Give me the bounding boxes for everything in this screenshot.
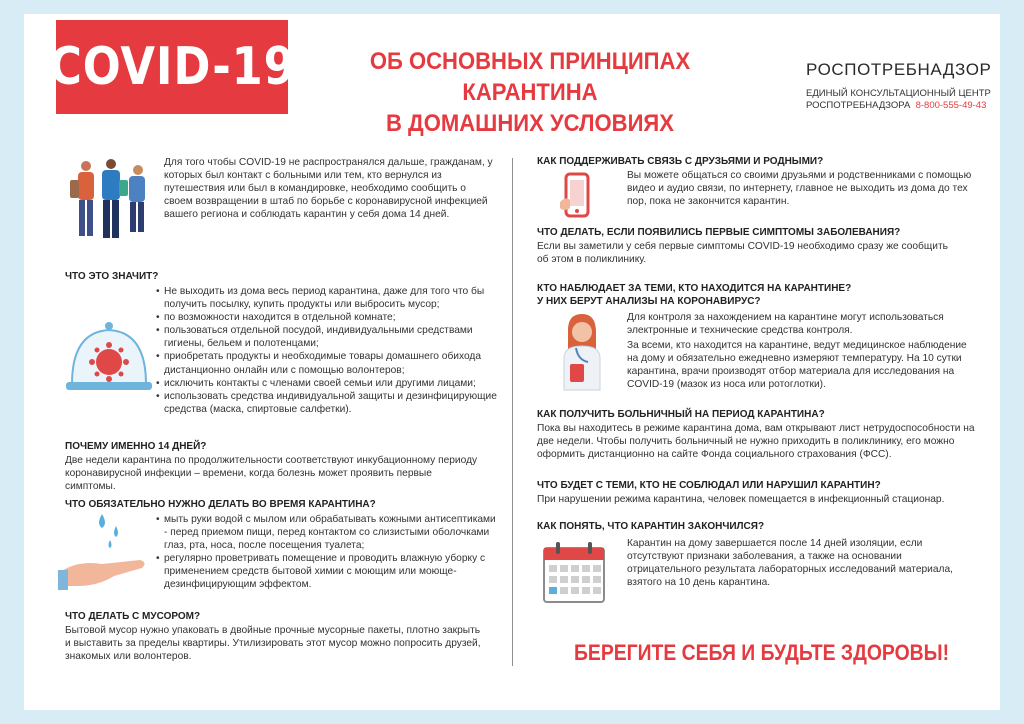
watch-heading: КТО НАБЛЮДАЕТ ЗА ТЕМИ, КТО НАХОДИТСЯ НА КАРАНТИНЕ? У НИХ БЕРУТ АНАЛИЗЫ НА КОРОНАВИРУС? xyxy=(537,283,852,307)
meaning-list xyxy=(156,285,501,416)
symptoms-heading: ЧТО ДЕЛАТЬ, ЕСЛИ ПОЯВИЛИСЬ ПЕРВЫЕ СИМПТОМЫ ЗАБОЛЕВАНИЯ? xyxy=(537,227,901,238)
meaning-heading: ЧТО ЭТО ЗНАЧИТ? xyxy=(65,271,159,282)
virus-dome-icon xyxy=(64,318,154,394)
hand-wash-icon xyxy=(58,512,154,596)
list-item: • по возможности находится в отдельной комнате; xyxy=(156,311,501,324)
list-item: • использовать средства индивидуальной защиты и дезинфицирующие средства (маска, спиртовые салфетки). xyxy=(156,390,501,416)
list-item: • пользоваться отдельной посудой, индивидуальными средствами гигиены, бельем и полотенцами; xyxy=(156,324,501,350)
doctor-icon xyxy=(548,312,618,392)
sick-text: Пока вы находитесь в режиме карантина дома, вам открывают лист нетрудоспособности на две недели. Чтобы получить больничный не нужно приходить в поликлинику, его можно оформить дистанционно на сайте Фонда социального страхования (ФСС). xyxy=(537,423,975,461)
intro-text: Для того чтобы COVID-19 не распространялся дальше, гражданам, у которых был контакт с больными или тем, кто вернулся из путешествия или был в командировке, необходимо сообщить о своем возвращении в штаб по борьбе с коронавирусной инфекцией вашего региона и соблюдать карантин у себя дома 14 дней. xyxy=(164,157,493,221)
contact-heading: КАК ПОДДЕРЖИВАТЬ СВЯЗЬ С ДРУЗЬЯМИ И РОДНЫМИ? xyxy=(537,156,824,167)
covid-badge xyxy=(48,20,296,114)
badge-text: COVID-19 xyxy=(48,37,296,97)
violate-heading: ЧТО БУДЕТ С ТЕМИ, КТО НЕ СОБЛЮДАЛ ИЛИ НАРУШИЛ КАРАНТИН? xyxy=(537,480,881,491)
list-item: • мыть руки водой с мылом или обрабатывать кожными антисептиками - перед приемом пищи, перед контактом со слизистыми оболочками глаз, рта, носа, после посещения туалета; xyxy=(156,513,501,552)
end-text: Карантин на дому завершается после 14 дней изоляции, если отсутствуют признаки заболевания, а также на основании отрицательного результата лабораторных исследований материала, взятого на 10 день карантина. xyxy=(627,538,953,589)
must-list xyxy=(156,513,501,592)
trash-heading: ЧТО ДЕЛАТЬ С МУСОРОМ? xyxy=(65,611,201,622)
calendar-icon xyxy=(540,540,608,604)
trash-text: Бытовой мусор нужно упаковать в двойные прочные мусорные пакеты, плотно закрыть и выставить за пределы квартиры. Утилизировать этот мусор можно попросить друзей, знакомых или волонтеров. xyxy=(65,625,481,663)
slogan: БЕРЕГИТЕ СЕБЯ И БУДЬТЕ ЗДОРОВЫ! xyxy=(574,640,950,665)
phone-number: 8-800-555-49-43 xyxy=(915,100,987,111)
must-heading: ЧТО ОБЯЗАТЕЛЬНО НУЖНО ДЕЛАТЬ ВО ВРЕМЯ КАРАНТИНА? xyxy=(65,499,376,510)
list-item: • исключить контакты с членами своей семьи или другими лицами; xyxy=(156,377,501,390)
contact-text: Вы можете общаться со своими друзьями и родственниками с помощью видео и аудио связи, по интернету, главное не выходить из дома до тех пор, пока не закончится карантин. xyxy=(627,170,972,208)
consult-center: ЕДИНЫЙ КОНСУЛЬТАЦИОННЫЙ ЦЕНТР РОСПОТРЕБНАДЗОРА 8-800-555-49-43 xyxy=(806,88,991,111)
watch-text-1: Для контроля за нахождением на карантине могут использоваться электронные и технические средства контроля. xyxy=(627,312,944,337)
why14-text: Две недели карантина по продолжительности соответствуют инкубационному периоду коронавирусной инфекции – времени, когда болезнь может проявить первые симптомы. xyxy=(65,455,478,493)
list-item: • Не выходить из дома весь период карантина, даже для того что бы получить посылку, купить продукты или выбросить мусор; xyxy=(156,285,501,311)
column-divider xyxy=(512,158,513,666)
agency-name: РОСПОТРЕБНАДЗОР xyxy=(806,60,992,79)
list-item: • приобретать продукты и необходимые товары домашнего обихода дистанционно онлайн или с помощью волонтеров; xyxy=(156,350,501,376)
smartphone-icon xyxy=(558,172,594,220)
symptoms-text: Если вы заметили у себя первые симптомы COVID-19 необходимо сразу же сообщить об этом в поликлинику. xyxy=(537,241,948,266)
sick-heading: КАК ПОЛУЧИТЬ БОЛЬНИЧНЫЙ НА ПЕРИОД КАРАНТИНА? xyxy=(537,409,825,420)
violate-text: При нарушении режима карантина, человек помещается в инфекционный стационар. xyxy=(537,494,945,505)
list-item: • регулярно проветривать помещение и проводить влажную уборку с применением средств бытовой химии с моющим или моюще-дезинфицирующим эффектом. xyxy=(156,552,501,591)
people-illustration xyxy=(64,158,160,242)
watch-text-2: За всеми, кто находится на карантине, ведут медицинское наблюдение на дому и обязательно ежедневно измеряют температуру. На 10 сутки карантина, врачи производят отбор материала для исследования на COVID-19 (мазок из носа или ротоглотки). xyxy=(627,340,967,391)
end-heading: КАК ПОНЯТЬ, ЧТО КАРАНТИН ЗАКОНЧИЛСЯ? xyxy=(537,521,765,532)
why14-heading: ПОЧЕМУ ИМЕННО 14 ДНЕЙ? xyxy=(65,441,207,452)
poster-title: ОБ ОСНОВНЫХ ПРИНЦИПАХ КАРАНТИНА В ДОМАШНИХ УСЛОВИЯХ xyxy=(369,48,691,137)
